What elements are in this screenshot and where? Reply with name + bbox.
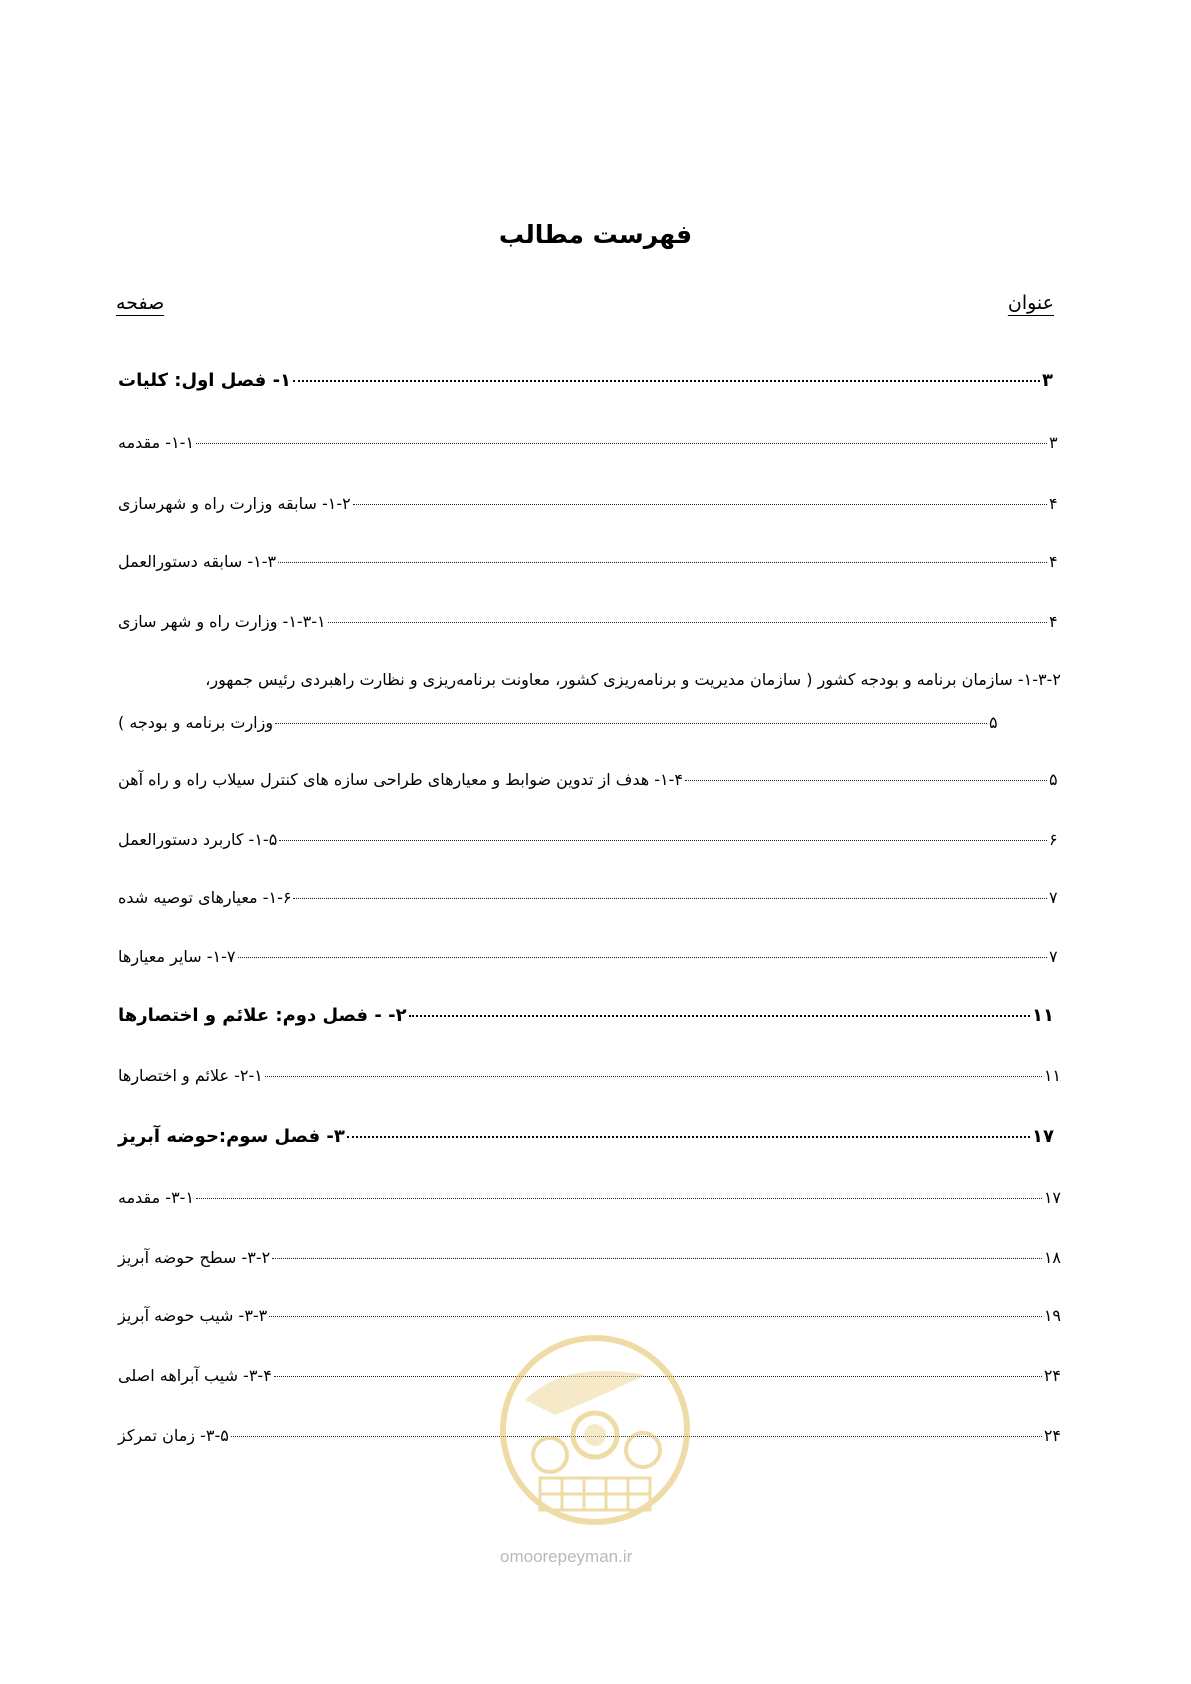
toc-entry[interactable]: ۱-۳- سابقه دستورالعمل ۴ (118, 552, 1061, 571)
toc-entry[interactable]: ۱-۲- سابقه وزارت راه و شهرسازی ۴ (118, 494, 1061, 513)
toc-page-number: ۱۱ (1032, 1005, 1054, 1026)
toc-page-number: ۵ (1049, 770, 1058, 789)
toc-entry[interactable]: ۱-۴- هدف از تدوین ضوابط و معیارهای طراحی سازه های کنترل سیلاب راه و راه آهن ۵ (118, 770, 1061, 789)
toc-page-number: ۷ (1049, 888, 1058, 907)
toc-entry[interactable]: ۱-۷- سایر معیارها ۷ (118, 947, 1061, 966)
toc-page-number: ۱۷ (1032, 1126, 1054, 1147)
toc-page-number: ۱۱ (1043, 1066, 1061, 1085)
toc-entry-wrapped-line[interactable]: ۱-۳-۲- سازمان برنامه و بودجه کشور ( سازمان مدیریت و برنامه‌ریزی کشور، معاونت برنامه‌ریزی و نظارت راهبردی رئیس جمهور، (205, 670, 1061, 689)
watermark-url: omoorepeyman.ir (500, 1547, 633, 1566)
toc-entry[interactable]: ۳-۱- مقدمه ۱۷ (118, 1188, 1061, 1207)
page-column-header: صفحه (116, 292, 165, 314)
toc-entry[interactable]: ۲-۱- علائم و اختصارها ۱۱ (118, 1066, 1061, 1085)
toc-entry[interactable]: ۱-۱- مقدمه ۳ (118, 433, 1061, 452)
toc-page-number: ۳ (1049, 433, 1058, 452)
toc-entry[interactable]: وزارت برنامه و بودجه ) ۵ (118, 713, 1001, 732)
toc-page-number: ۷ (1049, 947, 1058, 966)
toc-page-number: ۱۹ (1043, 1306, 1061, 1325)
toc-page-number: ۴ (1049, 552, 1058, 571)
toc-page-number: ۶ (1049, 830, 1058, 849)
toc-entry[interactable]: ۳-۵- زمان تمرکز ۲۴ (118, 1426, 1061, 1445)
toc-page-number: ۲۴ (1043, 1366, 1061, 1385)
toc-entry[interactable]: ۳-۲- سطح حوضه آبریز ۱۸ (118, 1248, 1061, 1267)
toc-entry[interactable]: ۱-۳-۱- وزارت راه و شهر سازی ۴ (118, 612, 1061, 631)
page-title: فهرست مطالب (498, 220, 693, 249)
watermark-logo-icon (495, 1330, 695, 1530)
toc-entry[interactable]: ۱-۶- معیارهای توصیه شده ۷ (118, 888, 1061, 907)
toc-page-number: ۴ (1049, 612, 1058, 631)
toc-page-number: ۳ (1042, 370, 1053, 391)
toc-page-number: ۱۷ (1043, 1188, 1061, 1207)
toc-entry[interactable]: ۱-۵- کاربرد دستورالعمل ۶ (118, 830, 1061, 849)
toc-page-number: ۱۸ (1043, 1248, 1061, 1267)
toc-entry[interactable]: ۳-۳- شیب حوضه آبریز ۱۹ (118, 1306, 1061, 1325)
toc-page-number: ۴ (1049, 494, 1058, 513)
title-column-header: عنوان (1007, 292, 1054, 314)
toc-entry[interactable]: ۳-۴- شیب آبراهه اصلی ۲۴ (118, 1366, 1061, 1385)
toc-entry[interactable]: ۱- فصل اول: کلیات ۳ (118, 370, 1053, 391)
toc-page-number: ۲۴ (1043, 1426, 1061, 1445)
toc-entry[interactable]: ۲- - فصل دوم: علائم و اختصارها ۱۱ (118, 1005, 1054, 1026)
toc-entry[interactable]: ۳- فصل سوم:حوضه آبریز ۱۷ (118, 1126, 1054, 1147)
toc-page-number: ۵ (989, 713, 998, 732)
